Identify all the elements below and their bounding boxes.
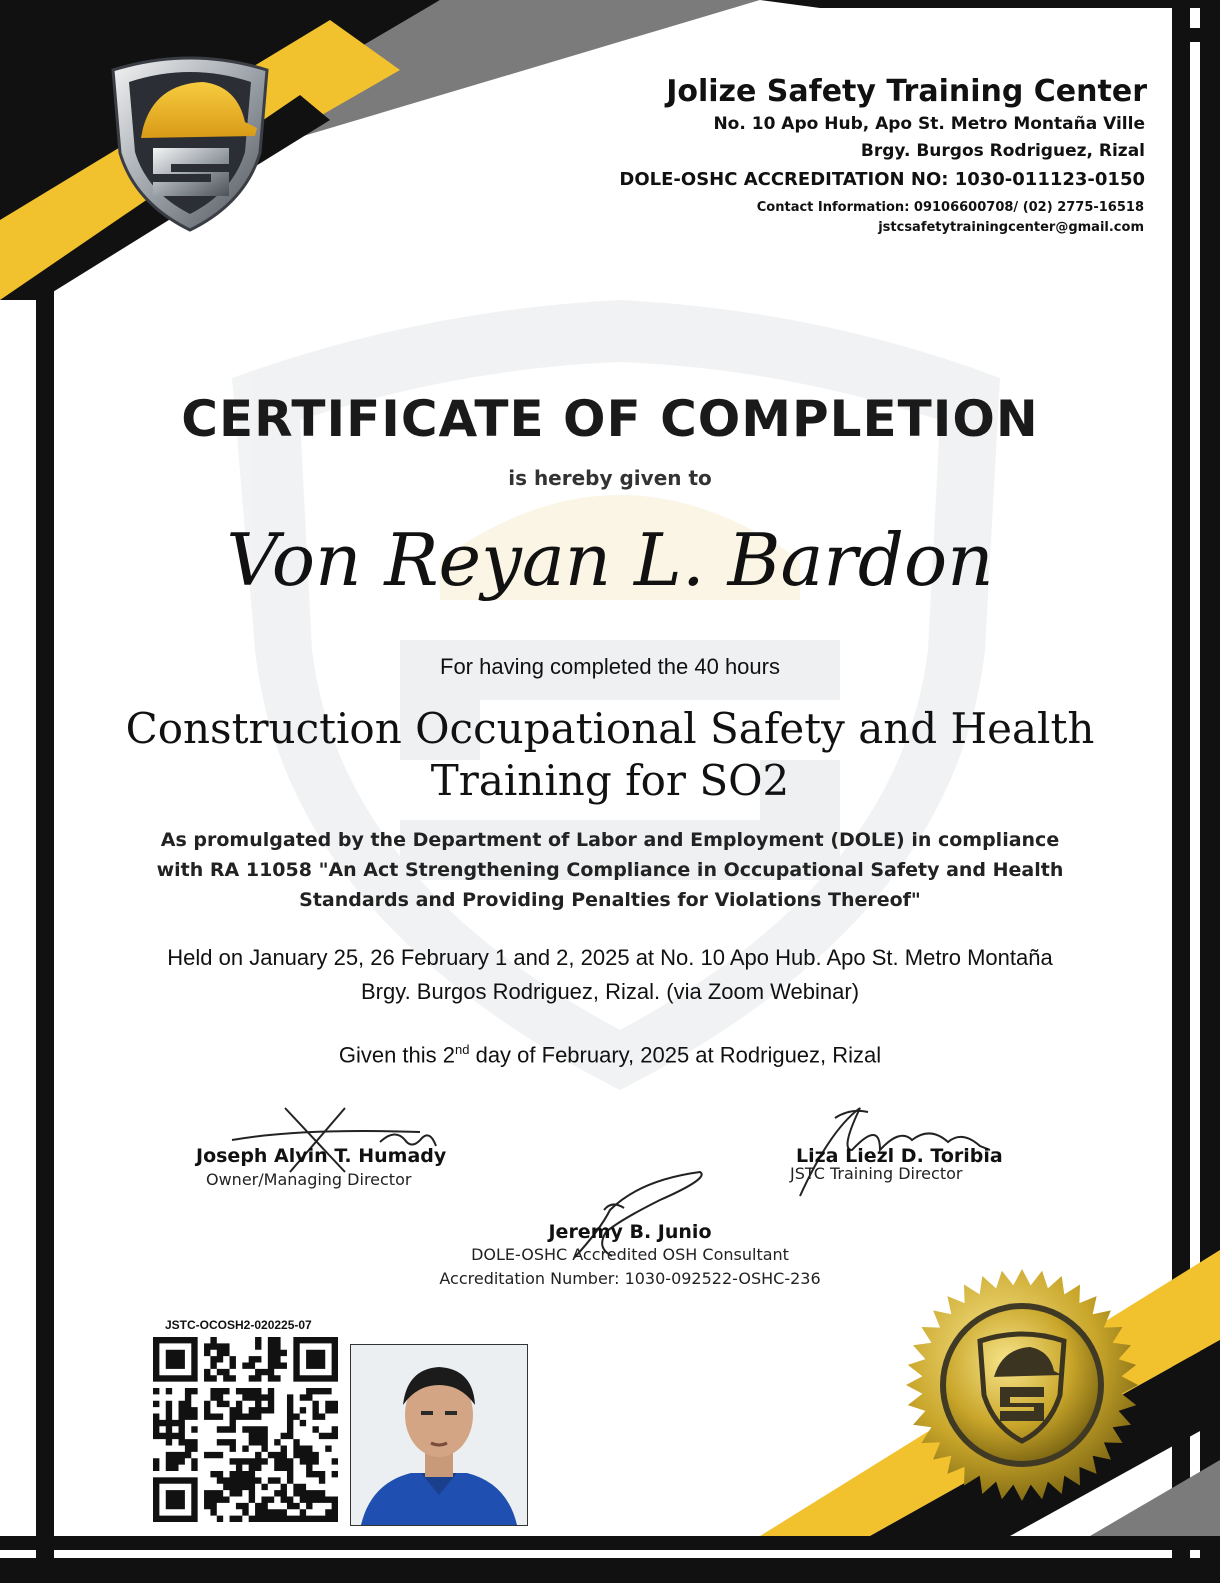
organization-email: jstcsafetytrainingcenter@gmail.com [878, 220, 1144, 235]
promulgated-line3: Standards and Providing Penalties for Violations Thereof" [299, 889, 921, 911]
recipient-photo [350, 1344, 528, 1526]
given-date-suffix: day of February, 2025 at Rodriguez, Rizal [469, 1042, 882, 1068]
hours-text: For having completed the 40 hours [440, 654, 780, 679]
owner-signatory-role: Owner/Managing Director [206, 1170, 412, 1189]
reference-code: JSTC-OCOSH2-020225-07 [165, 1318, 312, 1332]
promulgated-line1: As promulgated by the Department of Labor and Employment (DOLE) in compliance [160, 829, 1060, 851]
consultant-accreditation-number: Accreditation Number: 1030-092522-OSHC-236 [439, 1269, 821, 1288]
recipient-photo-portrait [351, 1345, 527, 1525]
consultant-signatory-name: Jeremy B. Junio [548, 1221, 712, 1243]
given-to-text: is hereby given to [508, 466, 712, 490]
director-signatory-role: JSTC Training Director [790, 1164, 963, 1183]
organization-contact: Contact Information: 09106600708/ (02) 2775-16518 [756, 200, 1144, 215]
held-line2: Brgy. Burgos Rodriguez, Rizal. (via Zoom Webinar) [360, 979, 860, 1004]
given-date-suffix-ordinal: nd [455, 1042, 470, 1057]
organization-address-line2: Brgy. Burgos Rodriguez, Rizal [860, 141, 1145, 161]
owner-signatory-name: Joseph Alvin T. Humady [196, 1145, 447, 1167]
organization-accreditation: DOLE-OSHC ACCREDITATION NO: 1030-011123-0150 [619, 169, 1145, 190]
gold-seal-icon [902, 1265, 1142, 1505]
director-signatory-name: Liza Liezl D. Toribia [796, 1145, 1003, 1167]
consultant-signatory-role: DOLE-OSHC Accredited OSH Consultant [471, 1245, 789, 1264]
recipient-name: Von Reyan L. Bardon [226, 518, 994, 602]
organization-name: Jolize Safety Training Center [666, 74, 1147, 109]
held-line1: Held on January 25, 26 February 1 and 2, 2025 at No. 10 Apo Hub. Apo St. Metro Montaña [167, 945, 1053, 970]
given-date-prefix: Given this 2 [338, 1042, 455, 1068]
course-title-line2: Training for SO2 [430, 756, 790, 805]
qr-code-icon[interactable] [153, 1337, 338, 1522]
organization-address-line1: No. 10 Apo Hub, Apo St. Metro Montaña Ville [713, 114, 1145, 134]
promulgated-line2: with RA 11058 "An Act Strengthening Compliance in Occupational Safety and Health [156, 859, 1064, 881]
certificate-title: CERTIFICATE OF COMPLETION [181, 390, 1039, 448]
course-title-line1: Construction Occupational Safety and Health [125, 704, 1095, 753]
